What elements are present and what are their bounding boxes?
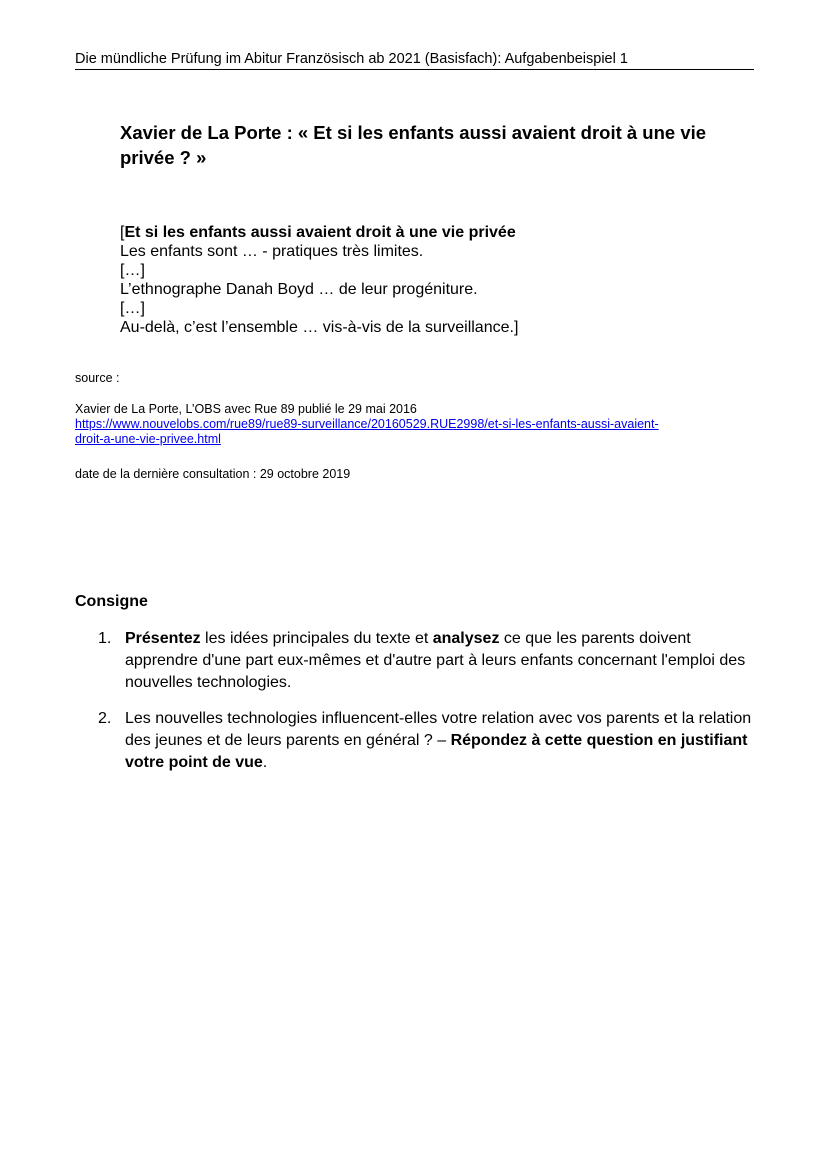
excerpt-line: Les enfants sont … - pratiques très limites. — [120, 243, 424, 260]
text-excerpt — [120, 223, 760, 337]
excerpt-line: […] — [120, 262, 145, 279]
source-link[interactable] — [75, 417, 755, 447]
title-line-1: Xavier de La Porte : « Et si les enfants aussi avaient droit à une vie — [120, 122, 707, 143]
task-text: Les nouvelles technologies influencent-elles votre relation avec vos parents et la relation des jeunes et de leurs parents en général ? – — [125, 710, 752, 749]
excerpt-heading-line — [120, 223, 760, 242]
excerpt-line: Au-delà, c’est l’ensemble … vis-à-vis de la surveillance.] — [120, 319, 519, 336]
task-bold: Répondez à cette question en justifiant votre point de vue — [125, 732, 748, 771]
source-label: source : — [75, 371, 120, 385]
page-header: Die mündliche Prüfung im Abitur Französisch ab 2021 (Basisfach): Aufgabenbeispiel 1 — [75, 51, 754, 70]
task-number: 2. — [98, 710, 112, 727]
task-text: . — [262, 754, 268, 771]
source-reference: Xavier de La Porte, L’OBS avec Rue 89 publié le 29 mai 2016 — [75, 402, 417, 416]
task-item-2 — [98, 708, 758, 774]
source-link-line-2: droit-a-une-vie-privee.html — [75, 432, 221, 446]
open-bracket: [ — [120, 224, 125, 241]
title-line-2: privée ? » — [120, 147, 207, 168]
task-number: 1. — [98, 630, 112, 647]
excerpt-heading: Et si les enfants aussi avaient droit à une vie privée — [124, 224, 516, 241]
task-bold: Présentez — [125, 630, 201, 647]
task-item-1 — [98, 628, 758, 694]
document-title — [120, 120, 760, 170]
task-list — [98, 628, 758, 788]
excerpt-line: L’ethnographe Danah Boyd … de leur progéniture. — [120, 281, 478, 298]
task-text: les idées principales du texte et — [200, 630, 433, 647]
source-link-line-1: https://www.nouvelobs.com/rue89/rue89-surveillance/20160529.RUE2998/et-si-les-enfants-aussi-avaient- — [75, 417, 659, 431]
consultation-date: date de la dernière consultation : 29 octobre 2019 — [75, 467, 351, 481]
excerpt-line: […] — [120, 300, 145, 317]
source-reference-block — [75, 402, 755, 447]
task-text: ce que les parents doivent apprendre d'une part eux-mêmes et d'autre part à leurs enfants concernant l'emploi des nouvelles technologies. — [125, 630, 746, 691]
task-bold: analysez — [432, 630, 500, 647]
consigne-heading: Consigne — [75, 593, 148, 610]
